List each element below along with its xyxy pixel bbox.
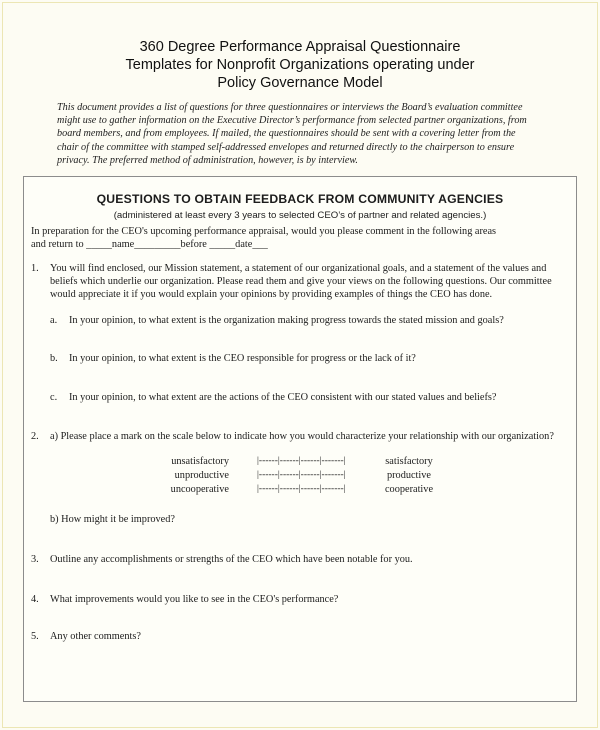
question-1-line: would appreciate it if you would explain your opinions by providing examples of things the CEO has done. xyxy=(50,289,493,300)
question-4-text: What improvements would you like to see in the CEO's performance? xyxy=(50,594,339,605)
preamble-line: In preparation for the CEO's upcoming performance appraisal, would you please comment in the following areas xyxy=(31,226,497,237)
question-number: 1. xyxy=(31,263,39,274)
intro-line: might use to gather information on the Executive Director’s performance from selected partner organizations, from xyxy=(57,115,527,127)
intro-line: This document provides a list of questions for three questionnaires or interviews the Board’s evaluation committee xyxy=(57,102,523,113)
form-subheading: (administered at least every 3 years to selected CEO’s of partner and related agencies.) xyxy=(113,210,487,221)
question-number: 3. xyxy=(31,554,39,565)
intro-line: board members, and from employees. If mailed, the questionnaires should be sent with a covering letter from the xyxy=(57,128,516,140)
form-heading: QUESTIONS TO OBTAIN FEEDBACK FROM COMMUNITY AGENCIES xyxy=(96,192,504,206)
scale-right-label: satisfactory xyxy=(385,456,433,467)
question-number: 5. xyxy=(31,631,39,642)
intro-line: privacy. The preferred method of administration, however, is by interview. xyxy=(57,154,358,166)
question-1-line: beliefs which underlie our organization. Please read them and give your views on the following questions. Our committee xyxy=(50,276,552,287)
scale-left-label: unproductive xyxy=(174,470,229,481)
question-2a-text: a) Please place a mark on the scale below to indicate how you would characterize your relationship with our organization? xyxy=(50,431,554,442)
question-1b-text: In your opinion, to what extent is the CEO responsible for progress or the lack of it? xyxy=(69,353,416,364)
question-1a-text: In your opinion, to what extent is the organization making progress towards the stated mission and goals? xyxy=(69,315,504,326)
document-title xyxy=(60,38,540,92)
intro-line: chair of the committee with stamped self-addressed envelopes and returned directly to the chairperson to ensure xyxy=(57,141,515,153)
preamble-line: and return to _____name_________before _____date___ xyxy=(31,239,268,250)
title-line: Templates for Nonprofit Organizations operating under xyxy=(125,57,475,73)
scale-left-label: uncooperative xyxy=(170,484,229,495)
title-line: 360 Degree Performance Appraisal Questionnaire xyxy=(139,39,461,55)
rating-scale[interactable]: |------|------|------|-------| xyxy=(257,456,346,466)
rating-scale[interactable]: |------|------|------|-------| xyxy=(257,484,346,494)
question-number: 4. xyxy=(31,594,39,605)
scale-right-label: cooperative xyxy=(384,484,434,495)
question-1c-text: In your opinion, to what extent are the actions of the CEO consistent with our stated values and beliefs? xyxy=(69,392,497,403)
question-3-text: Outline any accomplishments or strengths of the CEO which have been notable for you. xyxy=(50,554,413,565)
questionnaire-box xyxy=(23,176,577,702)
question-1-line: You will find enclosed, our Mission statement, a statement of our organizational goals, and a statement of the values and xyxy=(50,263,547,274)
question-1c-letter: c. xyxy=(50,392,58,403)
rating-scale[interactable]: |------|------|------|-------| xyxy=(257,470,346,480)
scale-left-label: unsatisfactory xyxy=(171,456,229,467)
question-5-text: Any other comments? xyxy=(50,631,141,642)
question-2b-text: b) How might it be improved? xyxy=(50,514,175,525)
question-1b-letter: b. xyxy=(50,353,58,364)
title-line: Policy Governance Model xyxy=(217,75,383,91)
scale-right-label: productive xyxy=(386,470,432,481)
question-1a-letter: a. xyxy=(50,315,58,326)
intro-paragraph xyxy=(57,101,543,167)
question-number: 2. xyxy=(31,431,39,442)
